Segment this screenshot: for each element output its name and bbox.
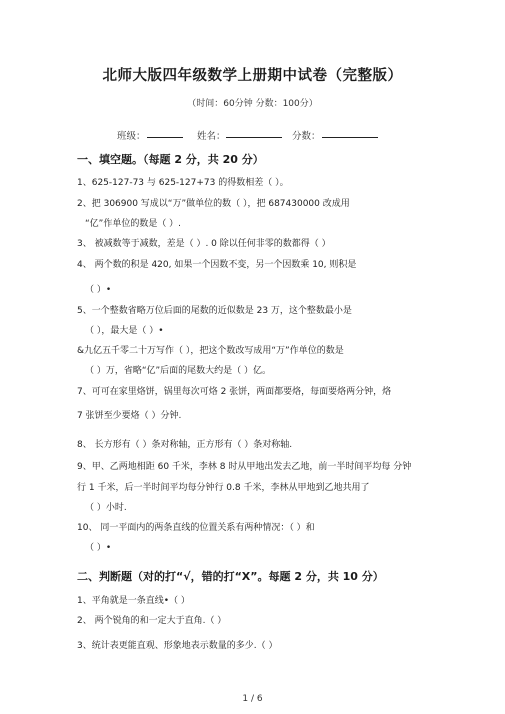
- question-line: 10、 同一平面内的两条直线的位置关系有两种情况：（ ）和: [77, 523, 315, 533]
- question-line: 5、一个整数省略万位后面的尾数的近似数是 23 万，这个整数最小是: [77, 306, 352, 316]
- question-line: 3、 被减数等于减数，差是（ ）. 0 除以任何非零的数都得（ ）: [77, 239, 331, 249]
- name-blank[interactable]: [226, 127, 282, 138]
- page-number: 1 / 6: [242, 694, 263, 704]
- exam-time-score: （时间：60分钟 分数：100分）: [187, 99, 318, 109]
- question-line: “亿”作单位的数是（ ）.: [85, 219, 182, 229]
- page-title: 北师大版四年级数学上册期中试卷（完整版）: [102, 68, 403, 84]
- section-2-heading: 二、判断题（对的打“√，错的打“X”。每题 2 分，共 10 分）: [77, 570, 384, 583]
- class-label: 班级：: [117, 131, 146, 142]
- question-line: （ ）•: [85, 543, 112, 553]
- question-line: （ ）小时.: [85, 503, 127, 513]
- question-line: 8、 长方形有（ ）条对称轴，正方形有（ ）条对称轴.: [77, 440, 293, 450]
- question-line: 行 1 千米，后一半时间平均每分钟行 0.8 千米，李林从甲地到乙地共用了: [77, 483, 370, 493]
- question-line: （ ），最大是（ ）•: [85, 326, 164, 336]
- question-line: 1、平角就是一条直线•（ ）: [77, 596, 190, 606]
- name-label: 姓名：: [197, 131, 226, 142]
- question-line: 2、把 306900 写成以“万”做单位的数（ ），把 687430000 改成用: [77, 199, 350, 209]
- section-1-heading: 一、填空题。（每题 2 分，共 20 分）: [77, 153, 264, 166]
- score-blank[interactable]: [322, 127, 378, 138]
- question-line: （ ）•: [85, 285, 112, 295]
- class-blank[interactable]: [147, 127, 183, 138]
- score-label: 分数：: [292, 131, 321, 142]
- question-line: （ ）万，省略“亿”后面的尾数大约是（ ）亿。: [85, 366, 272, 376]
- question-line: 3、统计表更能直观、形象地表示数量的多少.（ ）: [77, 641, 278, 651]
- question-line: &九亿五千零二十万写作（ ），把这个数改写成用“万”作单位的数是: [77, 346, 344, 356]
- question-line: 7、可可在家里烙饼，锅里每次可烙 2 张饼，两面都要烙，每面要烙两分钟，烙: [77, 387, 392, 397]
- question-line: 4、 两个数的积是 420, 如果一个因数不变，另一个因数乘 10, 则积是: [77, 260, 357, 270]
- question-line: 1、625-127-73 与 625-127+73 的得数相差（ ）。: [77, 178, 289, 188]
- question-line: 9、甲、乙两地相距 60 千米，李林 8 时从甲地出发去乙地，前一半时间平均每 分钟: [77, 462, 412, 472]
- question-line: 2、 两个锐角的和一定大于直角.（ ）: [77, 616, 227, 626]
- question-line: 7 张饼至少要烙（ ）分钟.: [77, 411, 182, 421]
